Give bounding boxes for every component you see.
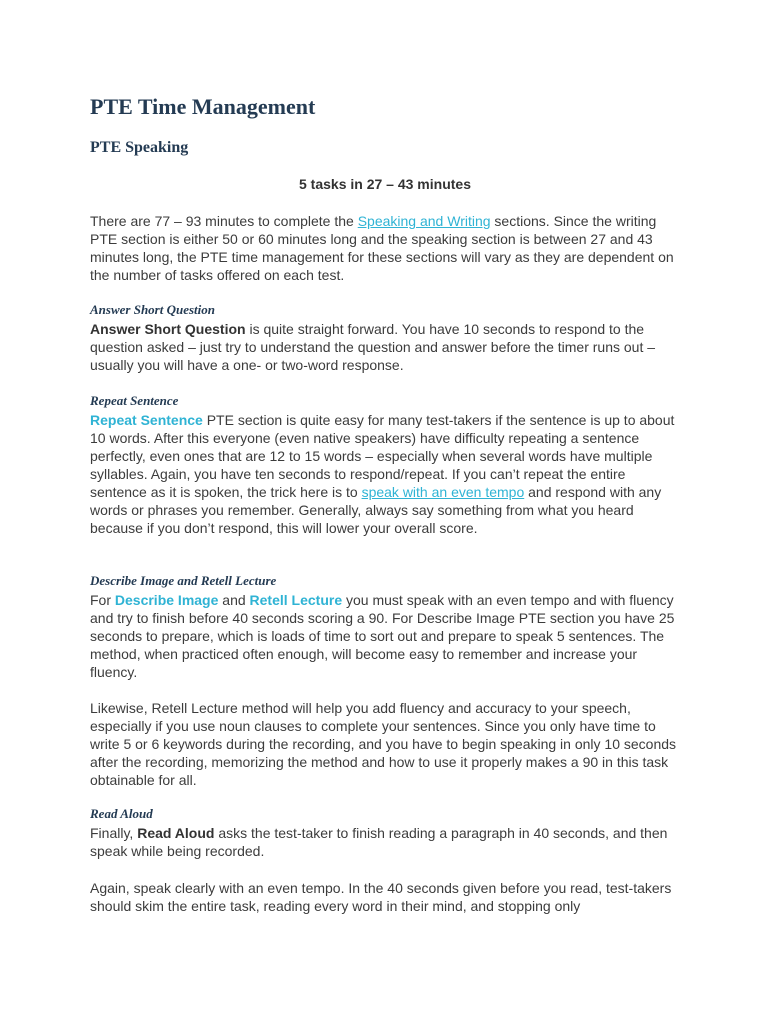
di-paragraph-2: Likewise, Retell Lecture method will help you add fluency and accuracy to your speech, especially if you use noun clauses to complete your sentences. Since you only have time to write 5 or 6 keywords during the recording, and you have to begin speaking in only 10 seconds after the recording, memorizing the method and how to use it properly makes a 90 in this task obtainable for all. — [90, 700, 677, 788]
asq-paragraph — [90, 320, 680, 374]
describe-image-term: Describe Image — [114, 592, 219, 608]
di-text-mid: and — [218, 592, 250, 608]
read-aloud-term: Read Aloud — [137, 825, 215, 841]
intro-paragraph — [90, 212, 680, 284]
ra-text-end: asks the test-taker to finish reading a paragraph in 40 seconds, and then speak while being recorded. — [90, 825, 668, 859]
intro-text-start: There are 77 – 93 minutes to complete the — [90, 213, 358, 229]
ra-paragraph-2: Again, speak clearly with an even tempo. In the 40 seconds given before you read, test-takers should skim the entire task, reading every word in their mind, and stopping only — [90, 880, 672, 914]
ra-paragraph-1 — [90, 824, 680, 860]
intro-text-end: sections. Since the writing PTE section is either 50 or 60 minutes long and the speaking section is between 27 and 43 minutes long, the PTE time management for these sections will vary as they are dependent on the number of tasks offered on each test. — [90, 213, 674, 283]
section-subtitle: PTE Speaking — [90, 139, 189, 156]
retell-lecture-term: Retell Lecture — [249, 592, 343, 608]
di-text-end: you must speak with an even tempo and with fluency and try to finish before 40 seconds scoring a 90. For Describe Image PTE section you have 25 seconds to prepare, which is loads of time to sort out and prepare to speak 5 sentences. The method, when practiced often enough, will become easy to remember and increase your fluency. — [90, 592, 675, 680]
page-title: PTE Time Management — [90, 94, 316, 119]
even-tempo-link[interactable]: speak with an even tempo — [361, 484, 525, 500]
rs-text-2: and respond with any words or phrases you remember. Generally, always say something from what you heard because if you don’t respond, this will lower your overall score. — [90, 484, 662, 536]
rs-paragraph — [90, 411, 680, 537]
asq-term: Answer Short Question — [90, 321, 246, 337]
asq-heading: Answer Short Question — [90, 302, 215, 317]
rs-term: Repeat Sentence — [90, 412, 203, 428]
di-text-start: For — [90, 592, 115, 608]
rs-heading: Repeat Sentence — [90, 393, 179, 408]
speaking-writing-link[interactable]: Speaking and Writing — [357, 213, 491, 229]
ra-heading: Read Aloud — [90, 806, 153, 821]
tasks-summary: 5 tasks in 27 – 43 minutes — [299, 176, 471, 192]
rs-text-1: PTE section is quite easy for many test-takers if the sentence is up to about 10 words. After this everyone (even native speakers) have difficulty repeating a sentence perfectly, even ones that are 12 to 15 words – especially when several words have multiple syllables. Again, you have ten seconds to respond/repeat. If you can’t repeat the entire sentence as it is spoken, the trick here is to — [90, 412, 675, 500]
di-heading: Describe Image and Retell Lecture — [90, 573, 277, 588]
asq-text: is quite straight forward. You have 10 seconds to respond to the question asked – just try to understand the question and answer before the timer runs out – usually you will have a one- or two-word response. — [90, 321, 656, 373]
di-paragraph-1 — [90, 591, 680, 681]
ra-text-start: Finally, — [90, 825, 138, 841]
